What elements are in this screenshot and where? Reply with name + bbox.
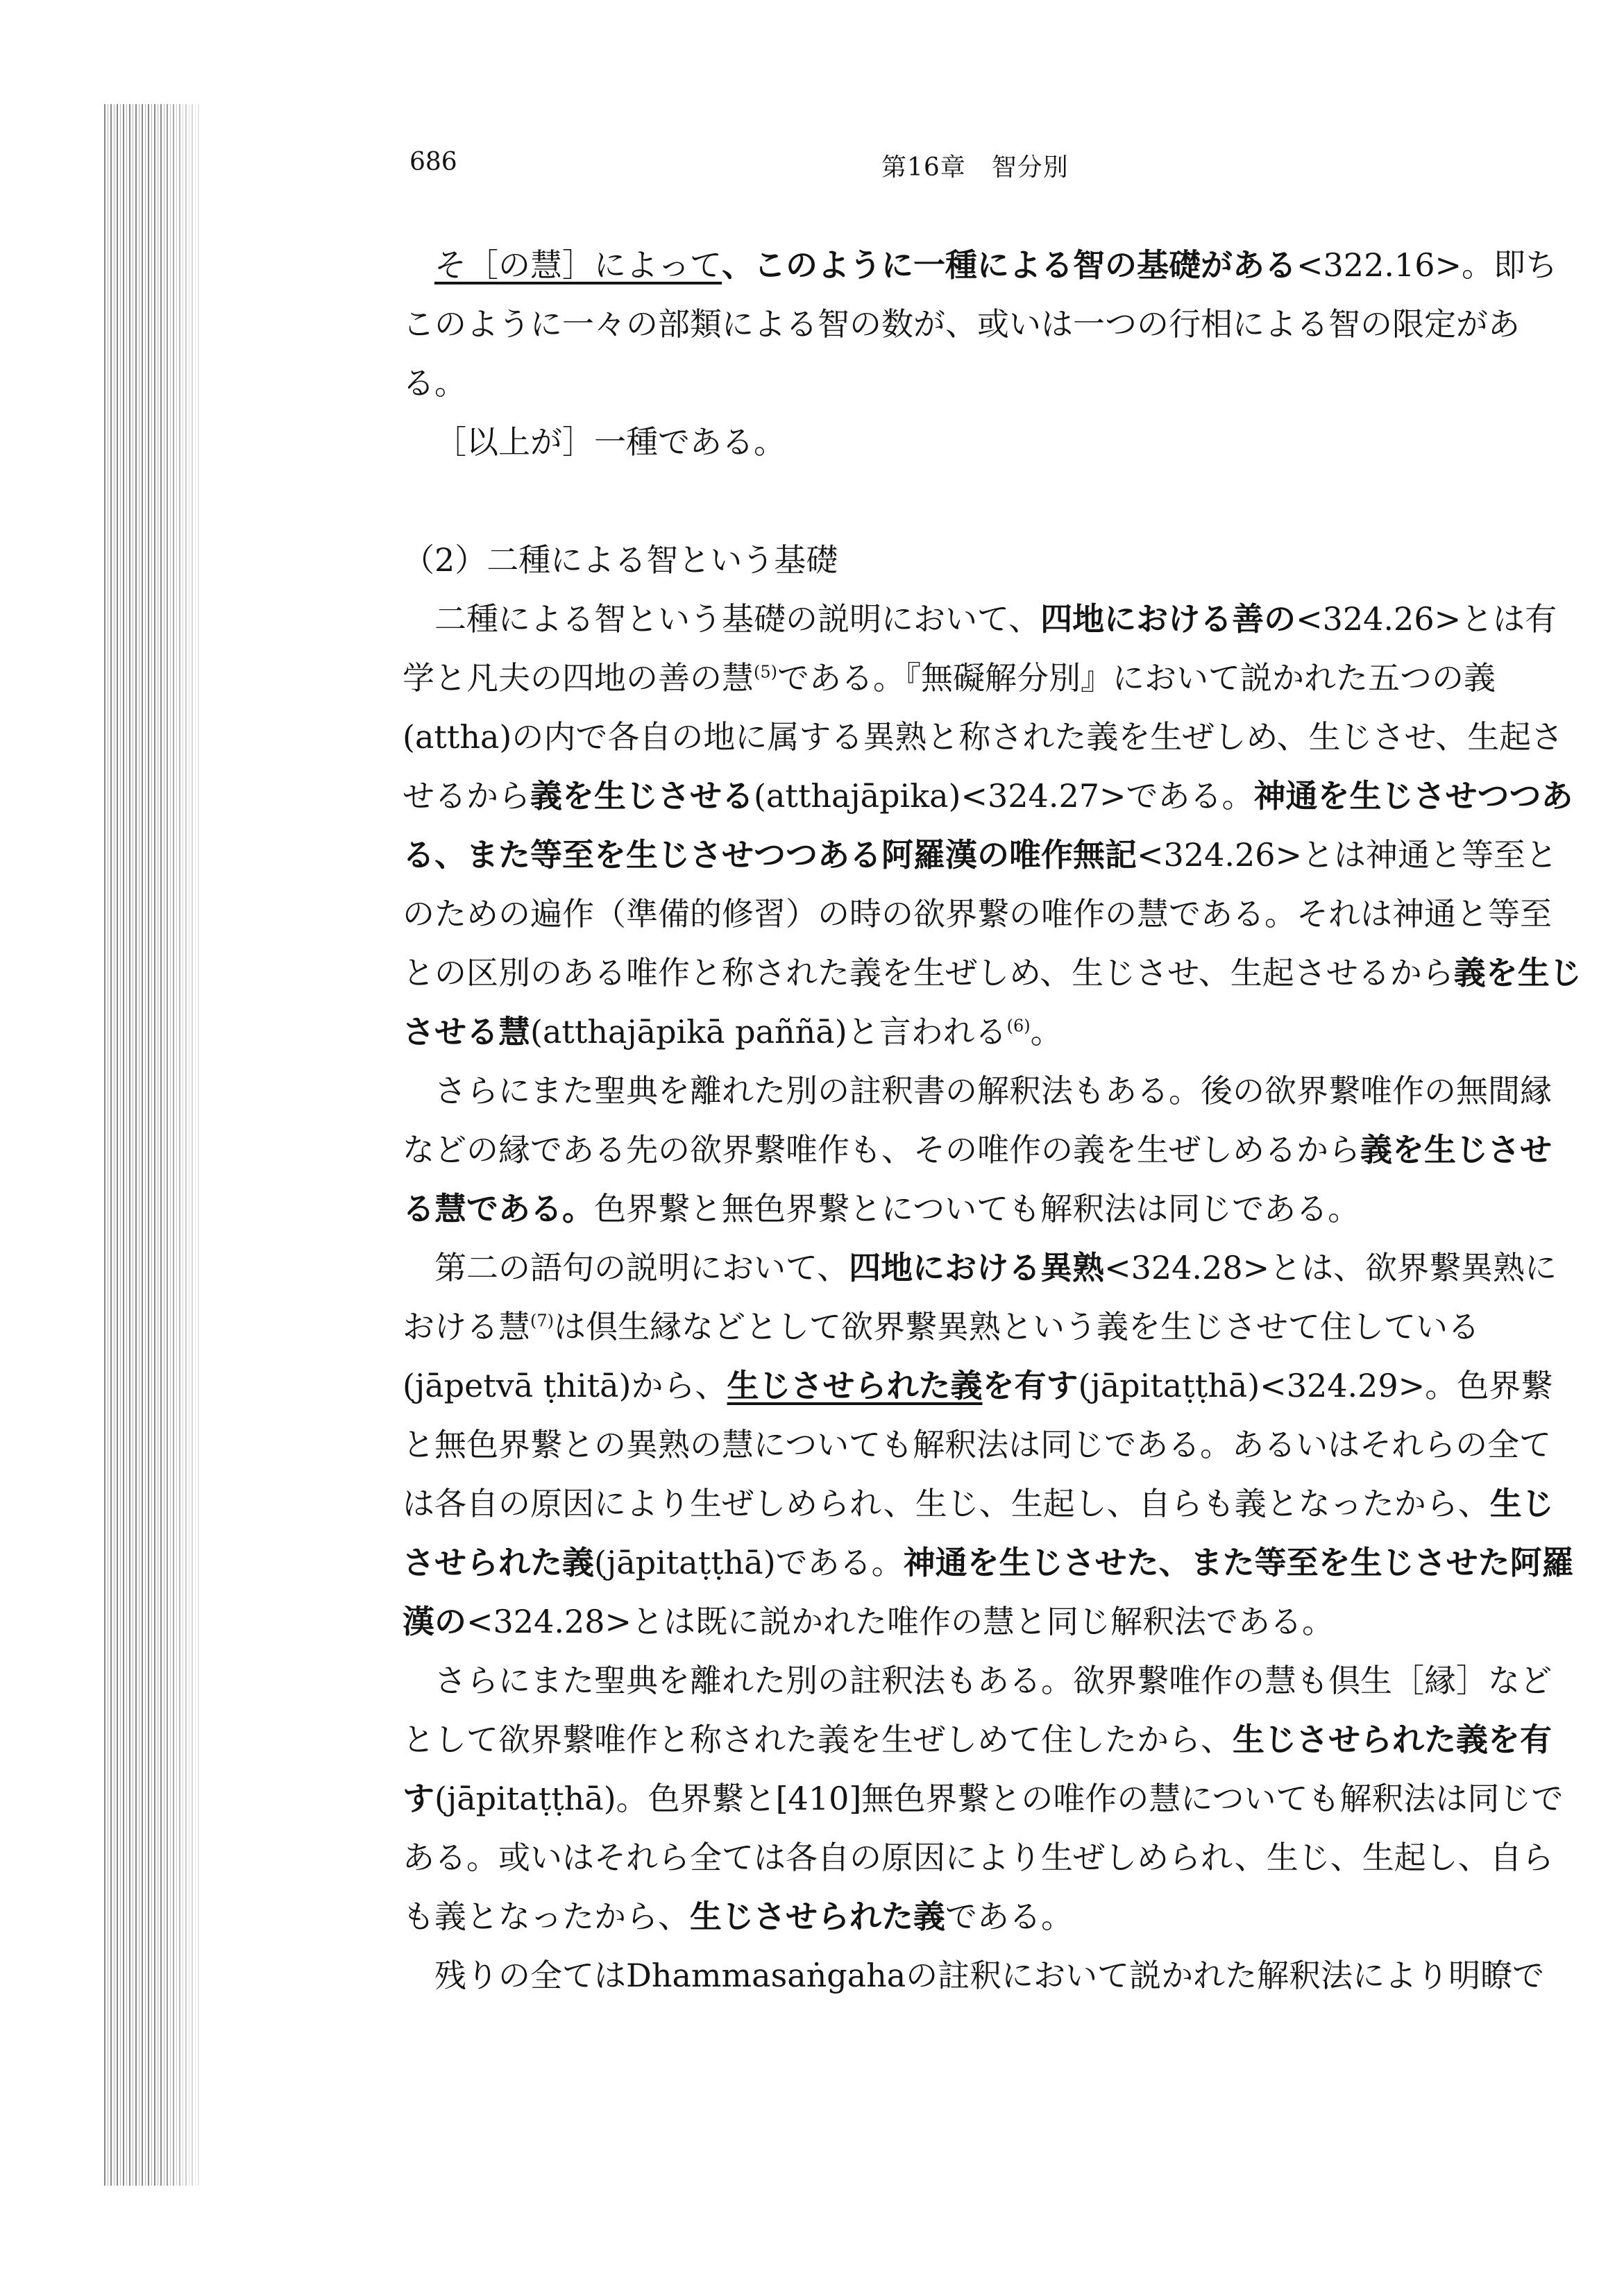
bold-term: 生じさせられた義 [690, 1898, 945, 1935]
paragraph [403, 590, 1582, 1062]
text-run: (jāpitaṭṭhā)。色界繋と[410]無色界繋との唯作の慧についても解釈法は同じである。或いはそれら全ては各自の原因により生ぜしめられ、生じ、生起し、自らも義となったから、 [403, 1780, 1564, 1935]
bold-term: 義を生じさせる慧である。 [403, 1131, 1552, 1227]
page-number: 686 [409, 148, 457, 176]
bold-term: 神通を生じさせつつある、また等至を生じさせつつある阿羅漢の唯作無記 [403, 777, 1573, 874]
paragraph-gap [403, 472, 1582, 531]
text-run: さらにまた聖典を離れた別の註釈法もある。欲界繋唯作の慧も倶生［縁］などとして欲界繋唯作と称された義を生ぜしめて住したから、 [403, 1662, 1552, 1758]
chapter-title: 第16章 智分別 [881, 153, 1069, 182]
text-run: <322.16>。即ちこのように一々の部類による智の数が、或いは一つの行相による智の限定がある。 [403, 246, 1558, 402]
spine-fade [160, 104, 208, 2186]
paragraph [403, 1239, 1582, 1651]
text-run: <324.28>とは、欲界繋異熟における慧 [403, 1249, 1557, 1345]
text-run: （2）二種による智という基礎 [403, 541, 838, 579]
bold-term: を有す [982, 1367, 1079, 1404]
footnote-ref: (7) [530, 1311, 554, 1331]
paragraph [403, 413, 1582, 472]
bold-term: 義を生じさせる [530, 777, 754, 815]
bold-term: 生じさせられた義を有す [403, 1721, 1552, 1817]
text-run: 第二の語句の説明において、 [434, 1249, 849, 1286]
paragraph [403, 1946, 1582, 2005]
text-run: そ［の慧］によって [434, 246, 722, 284]
text-run: 色界繋と無色界繋とについても解釈法は同じである。 [594, 1190, 1360, 1227]
paragraph [403, 236, 1582, 413]
section-heading [403, 531, 1582, 590]
text-run: である。『無礙解分別』において説かれた五つの義(attha)の内で各自の地に属する異熟と称された義を生ぜしめ、生じさせ、生起させるから [403, 659, 1564, 815]
text-run: 残りの全てはDhammasaṅgahaの註釈において説かれた解釈法により明瞭で [434, 1957, 1545, 1994]
bold-term: 義を生じさせる慧 [403, 954, 1582, 1051]
bold-term: 四地における異熟 [849, 1249, 1105, 1286]
footnote-ref: (5) [754, 662, 777, 682]
text-run: <324.26>とは神通と等至とのための遍作（準備的修習）の時の欲界繋の唯作の慧である。それは神通と等至との区別のある唯作と称された義を生ぜしめ、生じさせ、生起させるから [403, 836, 1558, 992]
footnote-ref: (6) [1006, 1016, 1031, 1036]
text-run: は倶生縁などとして欲界繋異熟という義を生じさせて住している(jāpetvā ṭhitā)から、 [403, 1308, 1480, 1404]
bold-term: 神通を生じさせた、また等至を生じさせた阿羅漢の [403, 1544, 1574, 1640]
paragraph [403, 1651, 1582, 1946]
bold-term: 生じさせられた義 [403, 1485, 1554, 1581]
text-run: (jāpitaṭṭhā)である。 [594, 1544, 904, 1581]
text-run: ［以上が］一種である。 [434, 423, 786, 461]
text-run: である。 [945, 1898, 1073, 1935]
text-run: (atthajāpikā paññā)と言われる [530, 1013, 1007, 1051]
text-run: (jāpitaṭṭhā)<324.29>。色界繋と無色界繋との異熟の慧についても解釈法は同じである。あるいはそれらの全ては各自の原因により生ぜしめられ、生じ、生起し、自らも義となったから、 [403, 1367, 1553, 1522]
body-text [403, 236, 1582, 2005]
bold-term: 、このように一種による智の基礎がある [722, 246, 1296, 284]
paragraph [403, 1062, 1582, 1239]
text-run: さらにまた聖典を離れた別の註釈書の解釈法もある。後の欲界繋唯作の無間縁などの縁である先の欲界繋唯作も、その唯作の義を生ぜしめるから [403, 1072, 1552, 1168]
text-run: <324.26>とは有学と凡夫の四地の善の慧 [403, 600, 1557, 697]
text-run: (atthajāpika)<324.27>である。 [754, 777, 1254, 815]
bold-term: 四地における善の [1040, 600, 1296, 638]
bold-term: 生じさせられた義 [727, 1367, 983, 1404]
text-run: 。 [1030, 1013, 1063, 1051]
text-run: <324.28>とは既に説かれた唯作の慧と同じ解釈法である。 [466, 1603, 1335, 1640]
page-header [0, 148, 1624, 189]
text-run: 二種による智という基礎の説明において、 [434, 600, 1041, 638]
